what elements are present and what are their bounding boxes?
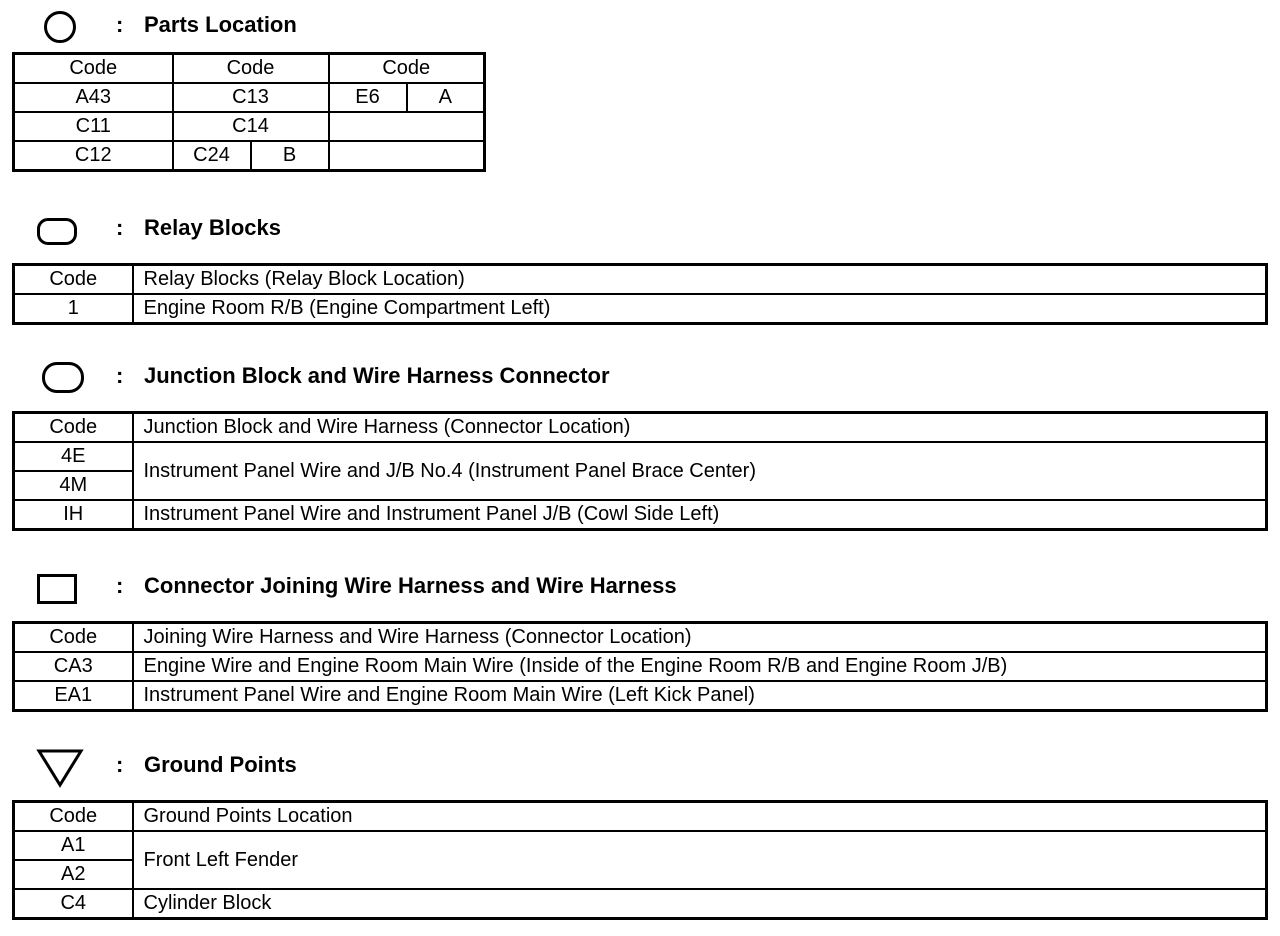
relay-blocks-colon: : bbox=[116, 215, 124, 240]
code-cell: EA1 bbox=[14, 681, 133, 711]
column-header: Junction Block and Wire Harness (Connector Location) bbox=[133, 413, 1267, 443]
location-cell: Front Left Fender bbox=[133, 831, 1267, 889]
location-cell: Instrument Panel Wire and Engine Room Main Wire (Left Kick Panel) bbox=[133, 681, 1267, 711]
junction-block-table bbox=[12, 411, 1268, 531]
ground-points-colon: : bbox=[116, 752, 124, 777]
code-cell: A1 bbox=[14, 831, 133, 860]
location-cell: Instrument Panel Wire and Instrument Panel J/B (Cowl Side Left) bbox=[133, 500, 1267, 530]
table-header-row bbox=[14, 54, 485, 84]
column-header: Code bbox=[14, 54, 173, 84]
code-cell: C13 bbox=[173, 83, 329, 112]
circle-icon bbox=[44, 11, 76, 43]
connector-joining-table bbox=[12, 621, 1268, 712]
parts-location-title: Parts Location bbox=[144, 12, 297, 37]
rounded-rectangle-icon bbox=[37, 218, 77, 245]
table-row bbox=[14, 141, 485, 171]
table-row bbox=[14, 294, 1267, 324]
square-icon bbox=[37, 574, 77, 604]
connector-joining-title: Connector Joining Wire Harness and Wire Harness bbox=[144, 573, 677, 598]
table-row bbox=[14, 681, 1267, 711]
relay-blocks-title: Relay Blocks bbox=[144, 215, 281, 240]
code-cell: C4 bbox=[14, 889, 133, 919]
code-cell: 4E bbox=[14, 442, 133, 471]
table-row bbox=[14, 889, 1267, 919]
code-cell: A2 bbox=[14, 860, 133, 889]
location-cell: Engine Room R/B (Engine Compartment Left) bbox=[133, 294, 1267, 324]
code-cell: C11 bbox=[14, 112, 173, 141]
oval-icon bbox=[42, 362, 84, 393]
down-triangle-icon bbox=[36, 748, 84, 788]
column-header: Code bbox=[329, 54, 485, 84]
code-cell: C14 bbox=[173, 112, 329, 141]
column-header: Code bbox=[14, 413, 133, 443]
code-cell: C12 bbox=[14, 141, 173, 171]
code-cell: 1 bbox=[14, 294, 133, 324]
table-row bbox=[14, 112, 485, 141]
parts-location-colon: : bbox=[116, 12, 124, 37]
parts-location-table bbox=[12, 52, 486, 172]
table-header-row bbox=[14, 265, 1267, 295]
code-suffix-cell: A bbox=[407, 83, 485, 112]
column-header: Ground Points Location bbox=[133, 802, 1267, 832]
table-row bbox=[14, 831, 1267, 860]
table-header-row bbox=[14, 623, 1267, 653]
ground-points-heading bbox=[0, 748, 1280, 784]
parts-location-heading bbox=[0, 8, 1280, 44]
code-cell: E6 bbox=[329, 83, 407, 112]
column-header: Code bbox=[14, 802, 133, 832]
column-header: Code bbox=[173, 54, 329, 84]
code-cell: CA3 bbox=[14, 652, 133, 681]
column-header: Joining Wire Harness and Wire Harness (Connector Location) bbox=[133, 623, 1267, 653]
table-row bbox=[14, 83, 485, 112]
table-row bbox=[14, 442, 1267, 471]
relay-blocks-heading bbox=[0, 211, 1280, 247]
relay-blocks-table bbox=[12, 263, 1268, 325]
table-header-row bbox=[14, 802, 1267, 832]
code-cell: A43 bbox=[14, 83, 173, 112]
column-header: Code bbox=[14, 265, 133, 295]
code-cell: C24 bbox=[173, 141, 251, 171]
connector-joining-heading bbox=[0, 569, 1280, 605]
ground-points-title: Ground Points bbox=[144, 752, 297, 777]
location-cell: Cylinder Block bbox=[133, 889, 1267, 919]
code-cell: IH bbox=[14, 500, 133, 530]
connector-joining-colon: : bbox=[116, 573, 124, 598]
column-header: Code bbox=[14, 623, 133, 653]
location-cell: Engine Wire and Engine Room Main Wire (Inside of the Engine Room R/B and Engine Room J/B) bbox=[133, 652, 1267, 681]
empty-cell bbox=[329, 141, 485, 171]
junction-block-title: Junction Block and Wire Harness Connector bbox=[144, 363, 610, 388]
ground-points-table bbox=[12, 800, 1268, 920]
empty-cell bbox=[329, 112, 485, 141]
table-header-row bbox=[14, 413, 1267, 443]
table-row bbox=[14, 500, 1267, 530]
code-suffix-cell: B bbox=[251, 141, 329, 171]
junction-block-colon: : bbox=[116, 363, 124, 388]
junction-block-heading bbox=[0, 359, 1280, 395]
column-header: Relay Blocks (Relay Block Location) bbox=[133, 265, 1267, 295]
code-cell: 4M bbox=[14, 471, 133, 500]
table-row bbox=[14, 652, 1267, 681]
location-cell: Instrument Panel Wire and J/B No.4 (Instrument Panel Brace Center) bbox=[133, 442, 1267, 500]
